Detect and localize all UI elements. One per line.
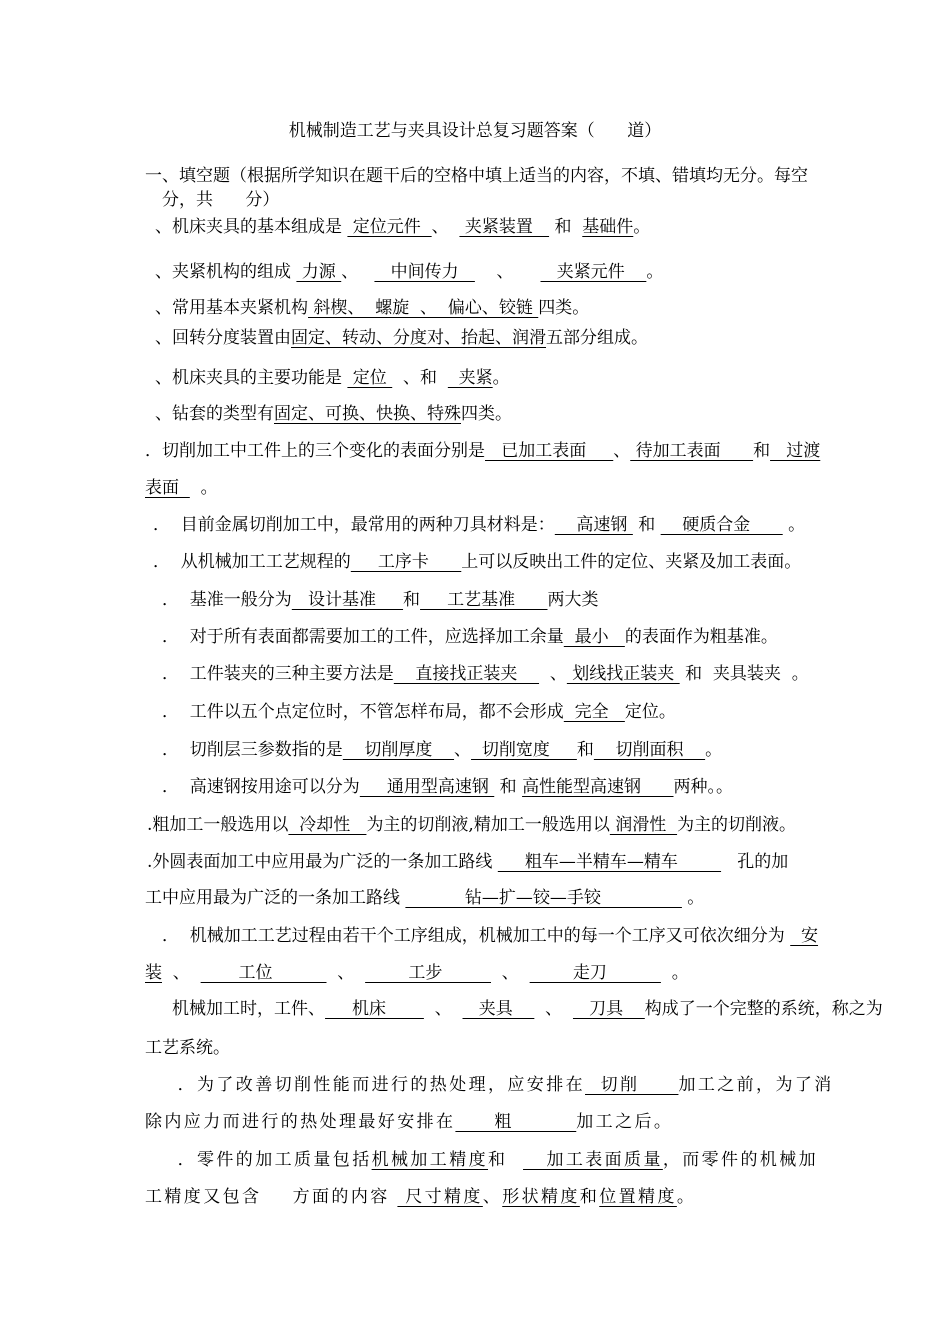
question-line (162, 626, 778, 648)
answer-blank: 切削宽度 (471, 740, 577, 760)
answer-blank: 表面 (145, 478, 190, 498)
question-text: 和 (579, 1187, 600, 1207)
question-line (145, 440, 820, 462)
answer-blank: 固定、转动、分度对、抬起、润滑 (291, 328, 546, 348)
question-text: 和 (576, 740, 594, 760)
question-text: 孔的加 (721, 852, 789, 872)
answer-blank: 固定、可换、快换、特殊 (274, 404, 461, 424)
answer-blank: 尺寸精度 (397, 1187, 483, 1207)
question-text: 的表面作为粗基准。 (624, 627, 778, 647)
question-text: 四类。 (461, 404, 512, 424)
question-text: ． 对于所有表面都需要加工的工件，应选择加工余量 (162, 627, 564, 647)
question-line (155, 403, 512, 425)
question-text: 。 (492, 368, 510, 388)
answer-blank: 加工表面质量 (523, 1150, 663, 1170)
question-text: 、 (539, 664, 567, 684)
question-text: 和 (549, 217, 583, 237)
question-text: 、机床夹具的主要功能是 (155, 368, 348, 388)
question-text: ．为了改善切削性能而进行的热处理，应安排在 (162, 1075, 586, 1095)
question-text: 、钻套的类型有 (155, 404, 274, 424)
question-text: 除内应力而进行的热处理最好安排在 (145, 1112, 456, 1132)
question-line (145, 477, 218, 499)
question-text: ． 基准一般分为 (162, 590, 292, 610)
answer-blank: 完全 (563, 702, 625, 722)
question-text: .粗加工一般选用以 (147, 815, 289, 835)
question-text: 机械加工时，工件、 (145, 999, 326, 1019)
question-text: 、回转分度装置由 (155, 328, 291, 348)
answer-blank: 工位 (200, 963, 327, 983)
answer-blank: 切削厚度 (342, 740, 455, 760)
question-line (155, 327, 648, 349)
question-line (162, 701, 676, 723)
question-line (155, 216, 650, 238)
question-line (145, 887, 704, 909)
answer-blank: 硬质合金 (660, 515, 783, 535)
answer-blank: 形状精度 (502, 1187, 580, 1207)
answer-blank: 斜楔、 螺旋 、 偏心、铰链 (308, 298, 539, 318)
answer-blank: 机床 (325, 999, 424, 1019)
question-text: ，而零件的机械加 (662, 1150, 819, 1170)
question-text: ． 从机械加工工艺规程的 (153, 552, 351, 572)
answer-blank: 夹紧元件 (540, 262, 647, 282)
question-line (162, 1074, 834, 1096)
answer-blank: 中间传力 (374, 262, 475, 282)
answer-blank: 切削 (585, 1075, 679, 1095)
answer-blank: 冷却性 (288, 815, 367, 835)
answer-blank: 润滑性 (609, 815, 678, 835)
answer-blank: 高速钢 (554, 515, 633, 535)
answer-blank: 工步 (365, 963, 491, 983)
question-line (147, 851, 788, 873)
question-text: 工精度又包含 方面的内容 (145, 1187, 398, 1207)
question-line (155, 261, 663, 283)
question-line (162, 663, 809, 685)
question-line (145, 962, 689, 984)
question-text: ．切削加工中工件上的三个变化的表面分别是 (145, 441, 485, 461)
question-text: 工中应用最为广泛的一条加工路线 (145, 888, 406, 908)
question-text: 构成了一个完整的系统，称之为 (644, 999, 883, 1019)
question-text: ． 切削层三参数指的是 (162, 740, 343, 760)
question-text: 、 (326, 963, 366, 983)
answer-blank: 划线找正装夹 (566, 664, 680, 684)
question-text: 上可以反映出工件的定位、夹紧及加工表面。 (461, 552, 802, 572)
question-text: 和 (403, 590, 421, 610)
question-line (162, 589, 599, 611)
question-line (153, 551, 801, 573)
answer-blank: 定位元件 (347, 217, 432, 237)
answer-blank: 工序卡 (350, 552, 462, 572)
section-heading-continued: 分，共 分） (162, 190, 280, 210)
question-line (145, 998, 883, 1020)
answer-blank: 已加工表面 (485, 441, 614, 461)
answer-blank: 走刀 (529, 963, 661, 983)
question-text: 、常用基本夹紧机构 (155, 298, 308, 318)
question-text: 、 (162, 963, 201, 983)
section-heading: 一、填空题（根据所学知识在题干后的空格中填上适当的内容，不填、错填均无分。每空 (145, 166, 808, 186)
question-text: 五部分组成。 (546, 328, 648, 348)
question-text: 和 (632, 515, 661, 535)
question-text: 。 (676, 1187, 697, 1207)
question-text: 定位。 (624, 702, 676, 722)
answer-blank: 粗 (455, 1112, 577, 1132)
question-text: 。 (681, 888, 705, 908)
answer-blank: 最小 (563, 627, 625, 647)
question-text: ． 工件装夹的三种主要方法是 (162, 664, 394, 684)
answer-blank: 夹具 (462, 999, 535, 1019)
question-text: 、 (454, 740, 472, 760)
question-line (162, 776, 733, 798)
question-text: 。 (705, 740, 723, 760)
question-text: 四类。 (538, 298, 590, 318)
question-line (155, 297, 589, 319)
question-text: 、夹紧机构的组成 (155, 262, 297, 282)
answer-blank: 高性能型高速钢 (522, 777, 674, 797)
answer-blank: 安 (790, 926, 819, 946)
question-text: 。 (633, 217, 651, 237)
question-text: 和 夹具装夹 。 (679, 664, 809, 684)
question-text: ． 工件以五个点定位时，不管怎样布局，都不会形成 (162, 702, 564, 722)
question-text: 加工之前，为了消 (678, 1075, 834, 1095)
question-text: 、 (474, 262, 541, 282)
question-text: ．零件的加工质量包括 (162, 1150, 372, 1170)
answer-blank: 夹紧 (447, 368, 493, 388)
answer-blank: 位置精度 (599, 1187, 677, 1207)
question-line (147, 814, 796, 836)
question-text: 和 (488, 1150, 524, 1170)
answer-blank: 设计基准 (291, 590, 404, 610)
question-line (162, 925, 818, 947)
answer-blank: 夹紧装置 (459, 217, 550, 237)
answer-blank: 直接找正装夹 (393, 664, 540, 684)
question-line (162, 1149, 818, 1171)
question-text: ． 目前金属切削加工中，最常用的两种刀具材料是： (153, 515, 555, 535)
question-text: 、和 (392, 368, 448, 388)
question-text: 。 (646, 262, 664, 282)
question-text: 、机床夹具的基本组成是 (155, 217, 348, 237)
question-text: 两种。。 (673, 777, 733, 797)
question-text: 为主的切削液,精加工一般选用以 (366, 815, 610, 835)
answer-blank: 待加工表面 (630, 441, 754, 461)
question-text: 和 (494, 777, 523, 797)
answer-blank: 定位 (347, 368, 393, 388)
question-line (145, 1186, 696, 1208)
answer-blank: 力源 (296, 262, 342, 282)
answer-blank: 过渡 (770, 441, 821, 461)
question-text: 、 (423, 999, 463, 1019)
question-text: .外圆表面加工中应用最为广泛的一条加工路线 (147, 852, 498, 872)
document-title: 机械制造工艺与夹具设计总复习题答案（ 道） (288, 121, 662, 141)
answer-blank: 通用型高速钢 (359, 777, 495, 797)
answer-blank: 钻—扩—铰—手铰 (405, 888, 682, 908)
answer-blank: 切削面积 (593, 740, 706, 760)
answer-blank: 刀具 (572, 999, 645, 1019)
answer-blank: 工艺基准 (420, 590, 548, 610)
answer-blank: 粗车—半精车—精车 (497, 852, 722, 872)
question-text: 、 (613, 441, 631, 461)
question-text: 工艺系统。 (145, 1038, 230, 1058)
question-line (153, 514, 805, 536)
answer-blank: 机械加工精度 (371, 1150, 489, 1170)
question-text: 、 (431, 217, 460, 237)
question-text: 两大类 (547, 590, 599, 610)
question-line (145, 1111, 673, 1133)
question-text: 、 (482, 1187, 503, 1207)
question-text: 、 (491, 963, 530, 983)
question-line (155, 367, 510, 389)
question-text: ． 机械加工工艺过程由若干个工序组成，机械加工中的每一个工序又可依次细分为 (162, 926, 791, 946)
question-text: 。 (189, 478, 218, 498)
question-text: 。 (782, 515, 806, 535)
question-text: 和 (753, 441, 771, 461)
question-text: 加工之后。 (576, 1112, 674, 1132)
answer-blank: 装 (145, 963, 162, 983)
question-text: 、 (534, 999, 573, 1019)
question-text: 。 (660, 963, 689, 983)
question-text: 、 (341, 262, 375, 282)
question-text: ． 高速钢按用途可以分为 (162, 777, 360, 797)
question-line (145, 1037, 230, 1059)
answer-blank: 基础件 (582, 217, 634, 237)
question-text: 为主的切削液。 (677, 815, 797, 835)
question-line (162, 739, 722, 761)
